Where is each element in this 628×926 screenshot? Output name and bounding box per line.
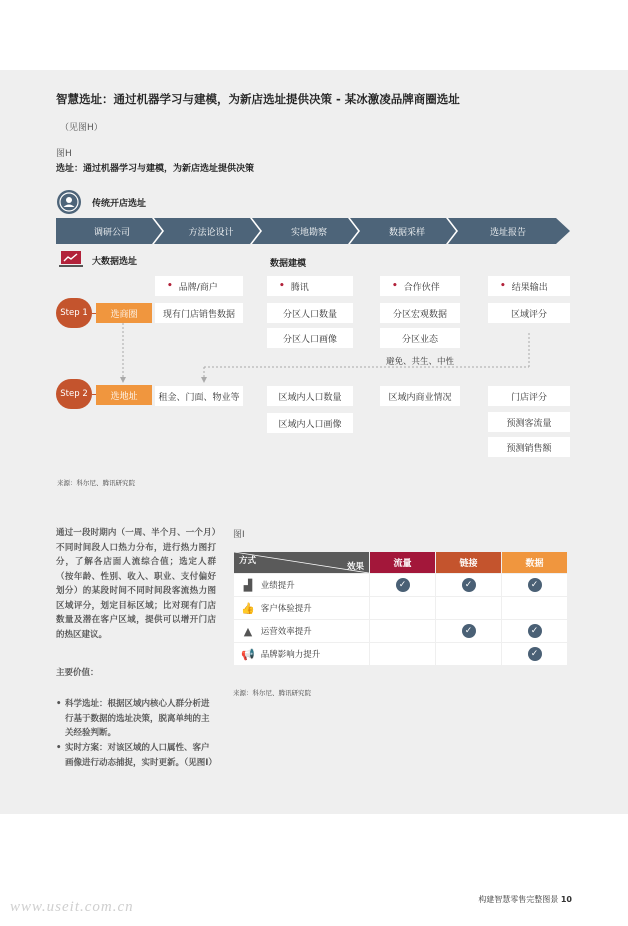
empty-cell bbox=[436, 597, 501, 619]
column-header-traffic: 流量 bbox=[370, 552, 435, 573]
step1-partner-data-2: 分区业态 bbox=[380, 328, 460, 348]
check-icon: ✓ bbox=[462, 578, 476, 592]
row-label: 品牌影响力提升 bbox=[260, 649, 321, 660]
empty-cell bbox=[436, 643, 501, 665]
main-value-heading: 主要价值： bbox=[56, 668, 99, 678]
empty-cell bbox=[370, 597, 435, 619]
step1-result: 区域评分 bbox=[488, 303, 570, 323]
step1-badge: Step 1 bbox=[56, 298, 92, 328]
source-tencent: • 腾讯 bbox=[267, 276, 353, 296]
bullet-2: • 实时方案：对该区域的人口属性、客户画像进行动态捕捉，实时更新。（见图I） bbox=[56, 743, 217, 768]
column-header-data: 数据 bbox=[502, 552, 567, 573]
figure-h-source: 来源：科尔尼、腾讯研究院 bbox=[57, 479, 135, 487]
source-partner: • 合作伙伴 bbox=[380, 276, 460, 296]
step1-tencent-data-2: 分区人口画像 bbox=[267, 328, 353, 348]
step1-brand-data: 现有门店销售数据 bbox=[155, 303, 243, 323]
watermark: www.useit.com.cn bbox=[10, 899, 134, 915]
table-corner-header bbox=[234, 552, 369, 573]
header-effect: 效果 bbox=[346, 562, 364, 572]
page-number: 10 bbox=[560, 895, 572, 904]
table-row bbox=[234, 597, 567, 619]
process-step-2: 方法论设计 bbox=[188, 227, 234, 238]
process-step-1: 调研公司 bbox=[93, 227, 130, 238]
table-row bbox=[234, 574, 567, 596]
column-header-link: 链接 bbox=[436, 552, 501, 573]
process-step-3: 实地勘察 bbox=[290, 227, 327, 238]
step2-action: 选地址 bbox=[96, 385, 152, 405]
figure-i-label: 图I bbox=[233, 530, 245, 540]
check-icon: ✓ bbox=[462, 624, 476, 638]
check-icon: ✓ bbox=[528, 578, 542, 592]
empty-cell bbox=[370, 643, 435, 665]
empty-cell bbox=[370, 620, 435, 642]
step1-action: 选商圈 bbox=[96, 303, 152, 323]
pyramid-icon: ▲ bbox=[243, 624, 253, 638]
step2-result-3: 预测销售额 bbox=[488, 437, 570, 457]
page-title: 智慧选址：通过机器学习与建模，为新店选址提供决策 - 某冰激凌品牌商圈选址 bbox=[56, 92, 460, 106]
figure-h-label: 图H bbox=[56, 149, 72, 159]
row-label: 业绩提升 bbox=[260, 580, 295, 591]
data-modeling-label: 数据建模 bbox=[270, 259, 307, 269]
footer-text: 构建智慧零售完整图景 bbox=[478, 895, 559, 904]
bigdata-label: 大数据选址 bbox=[92, 257, 138, 267]
step1-partner-data-1: 分区宏观数据 bbox=[380, 303, 460, 323]
flow-connectors bbox=[110, 323, 570, 385]
figure-i-source: 来源：科尔尼、腾讯研究院 bbox=[233, 689, 311, 697]
source-brand: • 品牌/商户 bbox=[155, 276, 243, 296]
step1-partner-note: 避免、共生、中性 bbox=[386, 357, 455, 367]
megaphone-icon: 📢 bbox=[241, 647, 255, 661]
source-result: • 结果输出 bbox=[488, 276, 570, 296]
step2-result-1: 门店评分 bbox=[488, 386, 570, 406]
process-step-5: 选址报告 bbox=[489, 227, 526, 238]
see-figure-note: （见图H） bbox=[60, 123, 103, 133]
step2-result-2: 预测客流量 bbox=[488, 412, 570, 432]
step2-partner-data: 区域内商业情况 bbox=[380, 386, 460, 406]
table-row bbox=[234, 620, 567, 642]
check-icon: ✓ bbox=[528, 624, 542, 638]
row-label: 客户体验提升 bbox=[260, 603, 312, 614]
step1-tencent-data-1: 分区人口数量 bbox=[267, 303, 353, 323]
page-footer bbox=[478, 894, 572, 905]
step2-tencent-data-2: 区域内人口画像 bbox=[267, 413, 353, 433]
bullet-1: • 科学选址：根据区域内核心人群分析进行基于数据的选址决策，脱离单纯的主关经验判断。 bbox=[56, 699, 210, 738]
step2-brand-data: 租金、门面、物业等 bbox=[155, 386, 243, 406]
check-icon: ✓ bbox=[396, 578, 410, 592]
body-paragraph: 通过一段时期内（一周、半个月、一个月）不同时间段人口热力分布，进行热力图打分，了解各店面人流综合值；选定人群（按年龄、性别、收入、职业、支付偏好划分）的某段时间不同时间段客流热力图区域评分，划定目标区域；比对现有门店数量及潜在客户区域，提供可以增开门店的热区建议。 bbox=[56, 528, 216, 640]
traditional-label: 传统开店选址 bbox=[92, 199, 147, 209]
figure-h-caption: 选址：通过机器学习与建模，为新店选址提供决策 bbox=[56, 164, 255, 174]
row-label: 运营效率提升 bbox=[260, 626, 312, 637]
chart-icon: ▟ bbox=[243, 578, 253, 592]
empty-cell bbox=[502, 597, 567, 619]
thumb-icon: 👍 bbox=[241, 601, 255, 615]
table-row bbox=[234, 643, 567, 665]
header-way: 方式 bbox=[239, 556, 257, 566]
step2-tencent-data-1: 区域内人口数量 bbox=[267, 386, 353, 406]
laptop-chart-icon bbox=[59, 250, 83, 268]
people-icon bbox=[57, 190, 81, 214]
capability-table bbox=[233, 551, 568, 666]
step2-badge: Step 2 bbox=[56, 379, 92, 409]
process-step-4: 数据采样 bbox=[388, 227, 425, 238]
check-icon: ✓ bbox=[528, 647, 542, 661]
